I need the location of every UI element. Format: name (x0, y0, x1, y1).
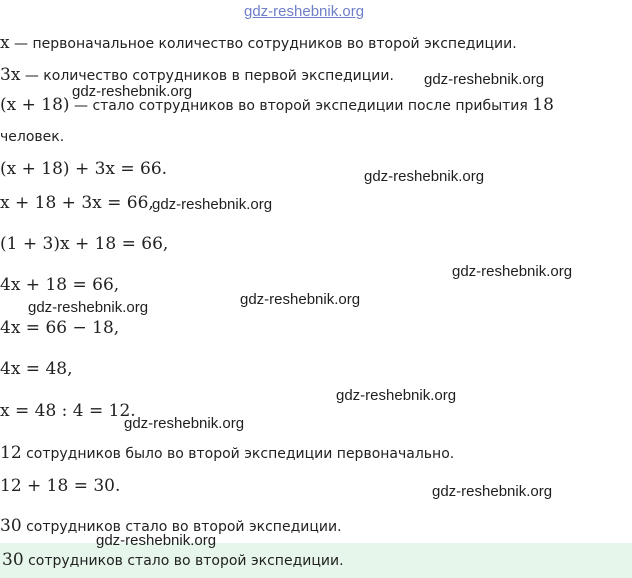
answer-box (0, 543, 632, 578)
equation-5: 4x = 66 − 18, (0, 318, 120, 338)
watermark: gdz-reshebnik.org (240, 291, 361, 308)
equation-6: 4x = 48, (0, 359, 73, 379)
text: — первоначальное количество сотрудников во второй экспедиции. (9, 36, 517, 52)
equation-2: x + 18 + 3x = 66, (0, 193, 154, 213)
site-header-watermark[interactable]: gdz-reshebnik.org (244, 3, 365, 20)
watermark: gdz-reshebnik.org (72, 83, 193, 100)
watermark: gdz-reshebnik.org (364, 168, 485, 185)
watermark: gdz-reshebnik.org (124, 415, 245, 432)
math-number: 30 (2, 550, 24, 570)
watermark: gdz-reshebnik.org (152, 196, 273, 213)
watermark: gdz-reshebnik.org (452, 263, 573, 280)
equation-8: 12 + 18 = 30. (0, 476, 121, 496)
equation-3: (1 + 3)x + 18 = 66, (0, 234, 169, 254)
watermark: gdz-reshebnik.org (424, 71, 545, 88)
math-expression: (x + 18) (0, 95, 70, 115)
equation-1: (x + 18) + 3x = 66. (0, 159, 168, 179)
solution-line-3b: человек. (0, 129, 65, 145)
math-number: 18 (532, 95, 554, 115)
math-variable: x (0, 33, 10, 53)
math-variable: 3x (0, 65, 21, 85)
solution-line-2 (0, 65, 394, 86)
text: — стало сотрудников во второй экспедиции после прибытия (69, 98, 533, 114)
equation-4: 4x + 18 = 66, (0, 275, 120, 295)
text: — количество сотрудников в первой экспедиции. (20, 68, 394, 84)
watermark: gdz-reshebnik.org (28, 299, 149, 316)
text: сотрудников стало во второй экспедиции. (23, 553, 344, 569)
text: сотрудников стало во второй экспедиции. (21, 519, 342, 535)
watermark: gdz-reshebnik.org (336, 387, 457, 404)
answer-line (2, 550, 344, 571)
math-number: 30 (0, 516, 22, 536)
watermark: gdz-reshebnik.org (96, 532, 217, 549)
solution-line-1 (0, 33, 517, 54)
math-number: 12 (0, 443, 22, 463)
text: сотрудников было во второй экспедиции первоначально. (21, 446, 455, 462)
equation-7: x = 48 : 4 = 12. (0, 401, 136, 421)
watermark: gdz-reshebnik.org (432, 483, 553, 500)
result-line-1 (0, 443, 454, 464)
